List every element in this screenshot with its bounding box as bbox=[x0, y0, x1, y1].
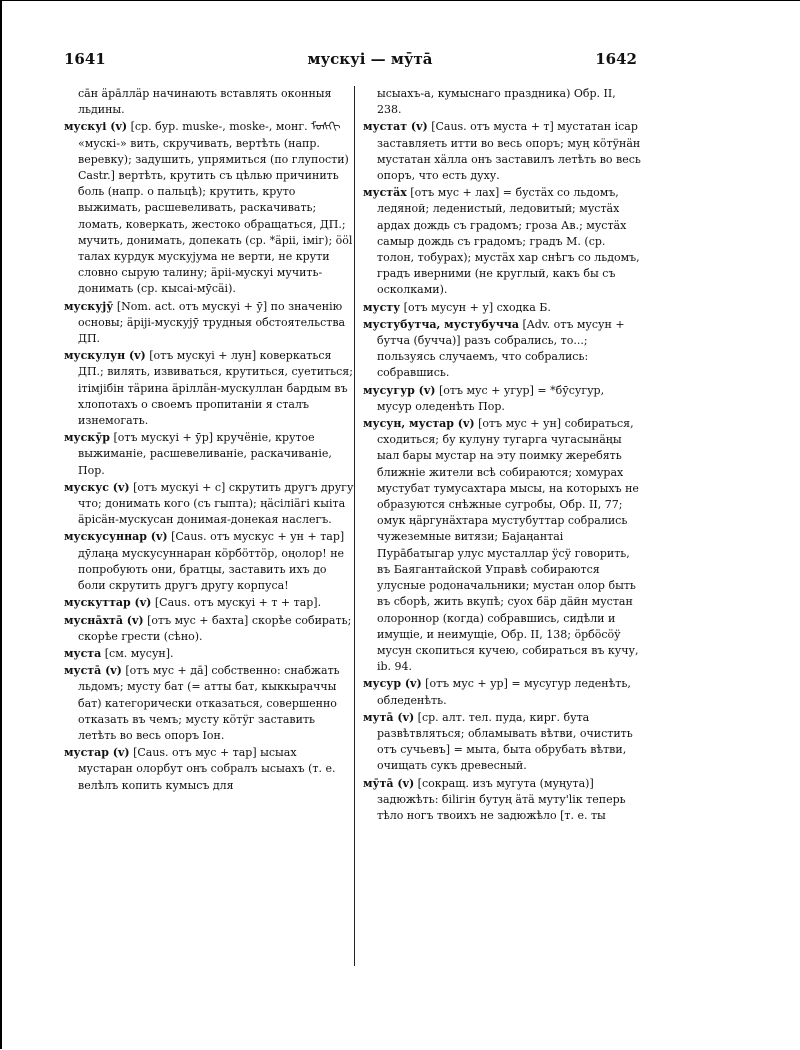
dictionary-entry bbox=[64, 613, 354, 645]
dictionary-entry bbox=[64, 430, 354, 479]
entry-definition: [см. мусун]. bbox=[104, 646, 174, 660]
entry-headword: мусур (v) bbox=[363, 677, 422, 691]
entry-headword: мустубутча, мустубучча bbox=[363, 317, 519, 331]
left-page-number: 1641 bbox=[64, 50, 106, 68]
entry-definition: [ср. алт. тел. пуда, кирг. бута развѣтвляться; обламывать вѣтви, очистить отъ сучьевъ] = мыта, быта обрубать вѣтви, очищать сукъ древесный. bbox=[377, 710, 633, 773]
entry-definition: [отъ мус + да̄] собственно: снабжать льдомъ; мусту бат (= атты бат, кыккыраччы бат) категорически отказаться, совершенно отказать въ чемъ; мусту кӧтӱг заставить летѣть во весь опоръ Іон. bbox=[78, 664, 340, 742]
dictionary-entry bbox=[363, 300, 641, 316]
dictionary-entry bbox=[64, 646, 354, 662]
entry-headword: мустат (v) bbox=[363, 120, 428, 134]
right-page-number: 1642 bbox=[595, 50, 637, 68]
column-divider bbox=[354, 86, 355, 966]
dictionary-entry bbox=[64, 480, 354, 529]
entry-definition: [отъ мус + угур] = *бӯсугур, мусур оледенѣть Пор. bbox=[377, 383, 605, 413]
entry-definition: [Caus. отъ муста + т] мустатан ісар заставляеть итти во весь опоръ; муң кӧтӱнӓн мустатан хӓлла онъ заставилъ летѣть во весь опоръ, что есть духу. bbox=[377, 120, 641, 183]
entry-headword: мусун, мустар (v) bbox=[363, 417, 475, 431]
entry-headword: муста̄ (v) bbox=[64, 664, 122, 678]
running-title: мускуі — мӯта̄ bbox=[307, 50, 433, 68]
dictionary-entry bbox=[363, 416, 641, 675]
right-column bbox=[363, 86, 641, 825]
dictionary-entry bbox=[363, 119, 641, 184]
entry-definition: [Caus. отъ мускуі + т + тар]. bbox=[154, 596, 322, 610]
entry-headword: мӯта̄ (v) bbox=[363, 776, 415, 790]
entry-headword: мусна̄хта̄ (v) bbox=[64, 613, 144, 627]
entry-definition: [отъ мускуі + ӯр] кручёніе, крутое выжиманіе, расшевеливаніе, раскачиваніе, Пор. bbox=[78, 431, 332, 477]
entry-headword: мускусуннар (v) bbox=[64, 530, 168, 544]
entry-definition: [отъ мус + ур] = мусугур леденѣть, обледенѣть. bbox=[377, 677, 631, 707]
entry-headword: мустар (v) bbox=[64, 746, 130, 760]
entry-headword: мускус (v) bbox=[64, 480, 130, 494]
entry-headword: мускӯр bbox=[64, 431, 110, 445]
entry-definition: [отъ мус + бахта] скорѣе собирать; скорѣе грести (сѣно). bbox=[78, 613, 352, 643]
entry-definition: [Nom. act. отъ мускуі + ӯ] по значенію основы; ӓріjі-мускуjӯ трудныя обстоятельства ДП. bbox=[78, 299, 346, 346]
dictionary-entry bbox=[64, 119, 354, 297]
dictionary-entry bbox=[363, 776, 641, 825]
entry-definition: [Caus. отъ мус + тар] ысыах мустаран олорбут онъ собралъ ысыахъ (т. е. велѣлъ копить кумысъ для bbox=[78, 746, 336, 792]
dictionary-entry bbox=[363, 185, 641, 298]
entry-headword: мускулун (v) bbox=[64, 349, 146, 363]
dictionary-entry bbox=[363, 676, 641, 708]
entry-continuation: са̄н ӓра̄ллӓр начинають вставлять оконныя льдины. bbox=[78, 87, 332, 117]
dictionary-entry bbox=[363, 383, 641, 415]
dictionary-entry bbox=[64, 299, 354, 348]
entry-definition: [отъ мускуі + с] скрутить другъ другу что; донимать кого (съ гыпта); ңӓсіліӓгі кыiта ӓрісӓн-мускусан донимая-донекая наслегъ. bbox=[78, 480, 354, 527]
left-column bbox=[64, 86, 354, 795]
entry-definition: [сокращ. изъ мугута (муңута)] задюжѣть: біlігін бутуң ӓтӓ муту'lік теперь тѣло ногъ твоихъ не задюжѣло [т. е. ты bbox=[377, 776, 626, 822]
entry-headword: мусугур (v) bbox=[363, 383, 436, 397]
dictionary-entry bbox=[64, 348, 354, 429]
dictionary-entry bbox=[64, 595, 354, 611]
dictionary-entry bbox=[363, 317, 641, 382]
dictionary-entry bbox=[64, 529, 354, 594]
entry-headword: мускуттар (v) bbox=[64, 596, 152, 610]
entry-headword: муста bbox=[64, 646, 102, 660]
dictionary-entry bbox=[363, 710, 641, 775]
entry-definition: [Adv. отъ мусун + бутча (буччa)] разъ собрались, то...; пользуясь случаемъ, что собрались: собравшись. bbox=[377, 317, 625, 380]
entry-headword: мускуі (v) bbox=[64, 120, 128, 134]
entry-headword: мута̄ (v) bbox=[363, 710, 415, 724]
entry-definition: [отъ мусун + у] сходка Б. bbox=[403, 300, 551, 314]
entry-headword: мусту bbox=[363, 300, 401, 314]
entry-definition: [отъ мускуі + лун] коверкаться ДП.; вилять, извиваться, крутиться, суетиться; ітімjiбін тӓрина ӓріллӓн-мускуллан бардым въ хлопотахъ о своемъ пропитаніи я сталъ изнемогать. bbox=[78, 349, 353, 428]
dictionary-entry bbox=[64, 745, 354, 794]
entry-continuation: ысыахъ-а, кумыснаго праздника) Обр. II, 238. bbox=[377, 87, 616, 117]
entry-definition: [Caus. отъ мускус + ун + тар] дӯлаңа мускусуннаран кӧрбӧттӧр, оңолор! не попробують они, братцы, заставить ихъ до боли скрутить другъ другу корпуса! bbox=[78, 530, 345, 593]
entry-definition: [отъ мус + ун] собираться, сходиться; бу кулуну тугарга чугасынӓңы ыал бары мустар на эту поимку жеребять ближніе жители всѣ собираются; хомурах мустубат тумусахтара мысы, на которыхъ не образуются снѣжные сугробы, Обр. II, 77; омук ңӓргунӓхтара мустубуттар собрались чужеземные витязи; Баjаңантаі Пура̄батыгар улус мусталлар ӱсӱ говорить, въ Баягантайской Управѣ собираются улусные родоначальники; мустан олор быть въ сборѣ, жить вкупѣ; суох бӓр дӓйн мустан олороннор (когда) собравшись, сидѣли и имущіе, и неимущіе, Обр. II, 138; ӧрбӧсӧӱ мусун скопиться кучею, собираться въ кучу, ib. 94. bbox=[377, 417, 639, 674]
dictionary-entry bbox=[64, 663, 354, 744]
entry-definition: [отъ мус + лах] = бустӓх со льдомъ, ледяной; леденистый, ледовитый; мустӓх ардах дождь съ градомъ; гроза Ав.; мустӓх самыр дождь съ градомъ; градъ М. (ср. толон, тобурах); мустӓх хар снѣгъ со льдомъ, градъ иверними (не круглый, какъ бы съ осколками). bbox=[377, 186, 640, 297]
entry-headword: мустӓх bbox=[363, 186, 407, 200]
entry-headword: мускуjӯ bbox=[64, 299, 114, 313]
entry-definition: [ср. бур. muske-, moske-, монг. ᠮᠤᠰᠬᠢ «мускі-» вить, скручивать, вертѣть (напр. веревку); задушить, упрямиться (по глупости) Castr.] вертѣть, крутить съ цѣлью причинить боль (напр. о пальцѣ); крутить, круто выжимать, расшевеливать, раскачивать; ломать, коверкать, жестоко обращаться, ДП.; мучить, донимать, допекать (ср. *ӓріі, іміг); ӧӧl талах курдук мускуjума не верти, не крути словно сырую талину; ӓріі-мускуі мучить-донимать (ср. кысаі-мӯсӓі). bbox=[78, 120, 353, 296]
